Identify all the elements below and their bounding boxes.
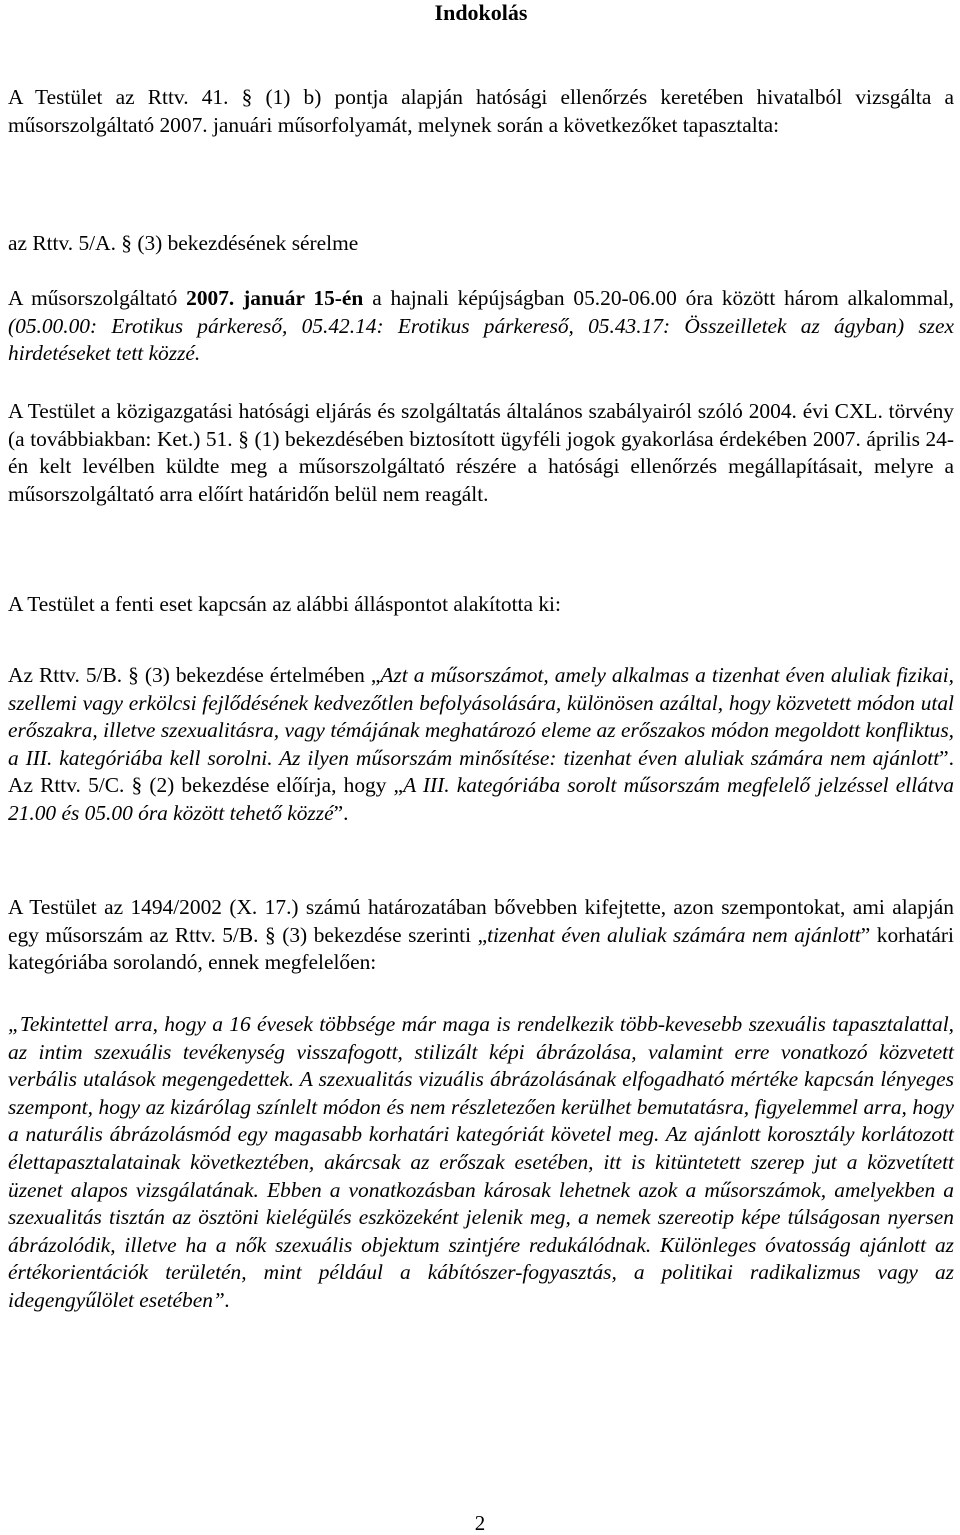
resolution-italic: tizenhat éven aluliak számára nem ajánlott (487, 922, 861, 947)
quoted-guideline-paragraph: „Tekintettel arra, hogy a 16 évesek többsége már maga is rendelkezik több-kevesebb szexuális tapasztalattal, az intim szexuális tevékenység visszafogott, stilizált képi ábrázolása, valamint erre vonatkozó közvetett verbális utalások megengedettek. A szexualitás vizuális ábrázolásának elfogadható mértéke kapcsán lényeges szempont, hogy az kizárólag színlelt módon és nem részletezően kerülhet bemutatásra, figyelemmel arra, hogy a naturális ábrázolásmód egy magasabb korhatári kategóriát követel meg. Az ajánlott korosztály korlátozott élettapasztalatainak következtében, akárcsak az erőszak esetében, itt is kitüntetett szerep jut a közvetített üzenet alapos vizsgálatának. Ebben a vonatkozásban károsak lehetnek azok a műsorszámok, amelyekben a szexualitás tisztán az ösztöni kielégülés eszközeként jelenik meg, a nemek szereotip képe túlságosan nyersen ábrázolódik, illetve ha a nők szexuális objektum szintjére redukálódnak. Különleges óvatosság ajánlott az értékorientációk területén, mint például a kábítószer-fogyasztás, a politikai radikalizmus vagy az idegengyűlölet esetében”. (8, 1012, 954, 1312)
resolution-paragraph (8, 894, 954, 977)
legal-quote-1: Azt a műsorszámot, amely alkalmas a tizenhat éven aluliak fizikai, szellemi vagy erkölcsi fejlődésének kedvezőtlen befolyásolására, különösen azáltal, hogy közvetett módon utal erőszakra, illetve szexualitásra, vagy témájának meghatározó eleme az erőszakos módon megoldott konfliktus, a III. kategóriába kell sorolni. Az ilyen műsorszám minősítése: tizenhat éven aluliak számára nem ajánlott (8, 663, 954, 770)
resolution-post: ” korhatári kategóriába sorolandó, ennek megfelelően: (8, 922, 954, 975)
legal-post: ”. (333, 800, 349, 825)
procedure-paragraph: A Testület a közigazgatási hatósági eljárás és szolgáltatás általános szabályairól szóló 2004. évi CXL. törvény (a továbbiakban: Ket.) 51. § (1) bekezdésében biztosított ügyféli jogok gyakorlása érdekében 2007. április 24-én kelt levélben küldte meg a műsorszolgáltató részére a hatósági ellenőrzés megállapításait, melyre a műsorszolgáltató arra előírt határidőn belül nem reagált. (8, 399, 954, 506)
finding-paragraph (8, 285, 954, 368)
finding-date: 2007. január 15-én (186, 286, 364, 310)
intro-paragraph: A Testület az Rttv. 41. § (1) b) pontja alapján hatósági ellenőrzés keretében hivatalból vizsgálta a műsorszolgáltató 2007. januári műsorfolyamát, melynek során a következőket tapasztalta: (8, 85, 954, 137)
page-title: Indokolás (434, 0, 528, 25)
legal-mid: ”. Az Rttv. 5/C. § (2) bekezdése előírja, hogy „ (8, 745, 954, 798)
legal-quote-2: A III. kategóriába sorolt műsorszám megfelelő jelzéssel ellátva 21.00 és 05.00 óra között tehető közzé (8, 773, 954, 825)
finding-mid: a hajnali képújságban 05.20-06.00 óra között három alkalommal, (363, 286, 954, 310)
legal-pre: Az Rttv. 5/B. § (3) bekezdése értelmében „ (8, 663, 381, 687)
legal-paragraph (8, 662, 954, 828)
finding-italic: (05.00.00: Erotikus párkereső, 05.42.14: Erotikus párkereső, 05.43.17: Összeilletek az ágyban) szex hirdetéseket tett közzé. (8, 313, 954, 366)
finding-pre: A műsorszolgáltató (8, 286, 187, 310)
resolution-pre: A Testület az 1494/2002 (X. 17.) számú határozatában bővebben kifejtette, azon szempontokat, ami alapján egy műsorszám az Rttv. 5/B. § (3) bekezdése szerinti „ (8, 895, 954, 947)
violation-heading: az Rttv. 5/A. § (3) bekezdésének sérelme (8, 231, 359, 255)
position-heading: A Testület a fenti eset kapcsán az alábbi álláspontot alakította ki: (8, 592, 561, 616)
page-number: 2 (474, 1511, 486, 1535)
